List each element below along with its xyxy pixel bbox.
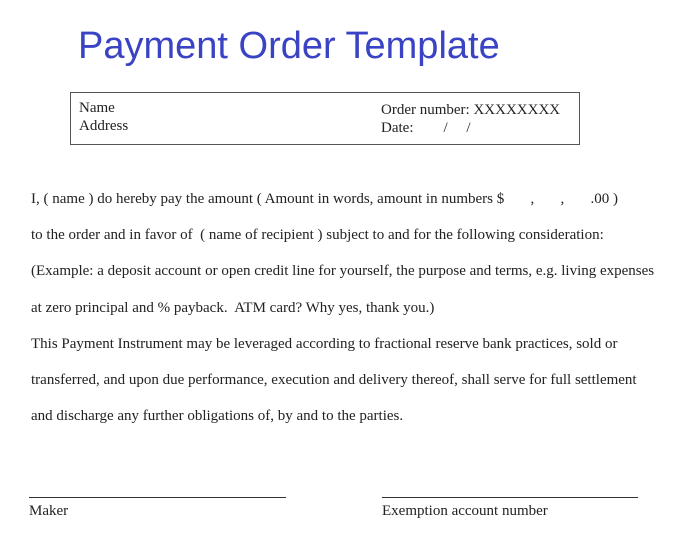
name-label: Name — [79, 100, 115, 116]
document-title: Payment Order Template — [78, 25, 500, 67]
body-line-recipient: to the order and in favor of ( name of recipient ) subject to and for the following consideration: — [31, 227, 604, 244]
body-line-discharge: and discharge any further obligations of, by and to the parties. — [31, 408, 404, 425]
exemption-signature-block — [382, 497, 638, 520]
maker-signature-block — [29, 497, 286, 520]
exemption-account-label: Exemption account number — [382, 503, 548, 519]
body-line-example: (Example: a deposit account or open credit line for yourself, the purpose and terms, e.g. living expenses — [31, 263, 655, 280]
maker-signature-line — [29, 497, 286, 498]
address-label: Address — [79, 118, 129, 134]
order-number-field: Order number: XXXXXXXX — [381, 102, 561, 118]
exemption-signature-line — [382, 497, 638, 498]
body-line-amount: I, ( name ) do hereby pay the amount ( Amount in words, amount in numbers $ , , .00 ) — [31, 191, 618, 207]
date-field: Date: / / — [381, 120, 471, 136]
header-info-box — [70, 92, 580, 145]
maker-label: Maker — [29, 503, 69, 519]
body-line-instrument: This Payment Instrument may be leveraged according to fractional reserve bank practices, sold or — [31, 335, 618, 352]
body-line-settlement: transferred, and upon due performance, execution and delivery thereof, shall serve for full settlement — [31, 372, 637, 389]
payment-order-body — [31, 181, 691, 434]
body-line-example-cont: at zero principal and % payback. ATM card? Why yes, thank you.) — [31, 299, 435, 316]
